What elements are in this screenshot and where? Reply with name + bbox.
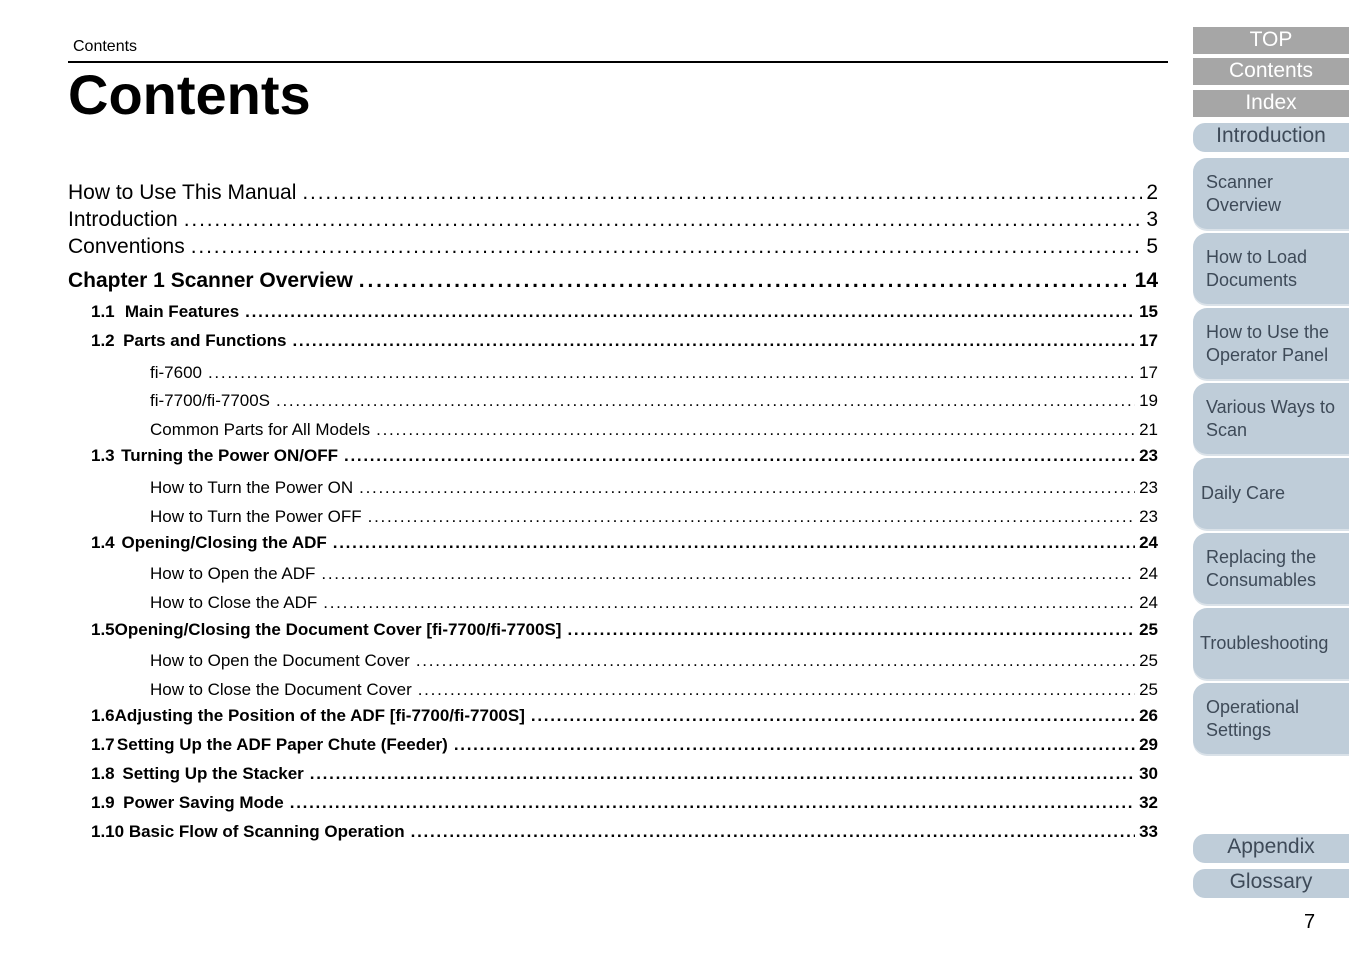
nav-glossary-tab[interactable]: Glossary (1193, 869, 1349, 898)
toc-subentry[interactable]: fi-7600 . . . 17 (68, 363, 1158, 383)
nav-tab-operational-settings[interactable]: Operational Settings (1193, 683, 1349, 754)
nav-introduction-tab[interactable]: Introduction (1193, 123, 1349, 152)
toc-section-entry[interactable]: 1.1 Main Features . . . 15 (68, 302, 1158, 322)
toc-subentry[interactable]: How to Turn the Power ON . . . 23 (68, 478, 1158, 498)
nav-index-button[interactable]: Index (1193, 90, 1349, 117)
nav-tab-various-ways-to-scan[interactable]: Various Ways to Scan (1193, 383, 1349, 454)
toc-section-entry[interactable]: 1.6 Adjusting the Position of the ADF [fi-7700/fi-7700S] . . . 26 (68, 706, 1158, 726)
toc-section-entry[interactable]: 1.4 Opening/Closing the ADF . . . 24 (68, 533, 1158, 553)
toc-subentry[interactable]: Common Parts for All Models . . . 21 (68, 420, 1158, 440)
page-title: Contents (68, 63, 311, 126)
toc-entry[interactable]: How to Use This Manual . . . 2 (68, 181, 1158, 205)
toc-section-entry[interactable]: 1.7 Setting Up the ADF Paper Chute (Feeder) . . . 29 (68, 735, 1158, 755)
toc-section-entry[interactable]: 1.5 Opening/Closing the Document Cover [fi-7700/fi-7700S] . . . 25 (68, 620, 1158, 640)
toc-section-entry[interactable]: 1.2 Parts and Functions . . . 17 (68, 331, 1158, 351)
toc-section-entry[interactable]: 1.8 Setting Up the Stacker . . . 30 (68, 764, 1158, 784)
toc-subentry[interactable]: How to Turn the Power OFF . . . 23 (68, 507, 1158, 527)
toc-section-entry[interactable]: 1.3 Turning the Power ON/OFF . . . 23 (68, 446, 1158, 466)
nav-tab-daily-care[interactable]: Daily Care (1193, 458, 1349, 529)
page-number: 7 (1304, 911, 1316, 933)
nav-tab-operator-panel[interactable]: How to Use the Operator Panel (1193, 308, 1349, 379)
running-head: Contents (73, 38, 138, 55)
toc-entry[interactable]: Introduction . . . 3 (68, 208, 1158, 232)
nav-contents-button[interactable]: Contents (1193, 58, 1349, 85)
toc-subentry[interactable]: How to Open the Document Cover . . . 25 (68, 651, 1158, 671)
nav-tab-replacing-consumables[interactable]: Replacing the Consumables (1193, 533, 1349, 604)
toc-chapter-entry[interactable]: Chapter 1 Scanner Overview . . . 14 (68, 269, 1158, 293)
toc-section-entry[interactable]: 1.10 Basic Flow of Scanning Operation . . . 33 (68, 822, 1158, 842)
nav-top-button[interactable]: TOP (1193, 27, 1349, 54)
toc-subentry[interactable]: fi-7700/fi-7700S . . . 19 (68, 391, 1158, 411)
toc-subentry[interactable]: How to Open the ADF . . . 24 (68, 564, 1158, 584)
toc-section-entry[interactable]: 1.9 Power Saving Mode . . . 32 (68, 793, 1158, 813)
toc-entry[interactable]: Conventions . . . 5 (68, 235, 1158, 259)
nav-tab-scanner-overview[interactable]: Scanner Overview (1193, 158, 1349, 229)
nav-appendix-tab[interactable]: Appendix (1193, 834, 1349, 863)
toc-subentry[interactable]: How to Close the Document Cover . . . 25 (68, 680, 1158, 700)
nav-tab-troubleshooting[interactable]: Troubleshooting (1193, 608, 1349, 679)
toc-subentry[interactable]: How to Close the ADF . . . 24 (68, 593, 1158, 613)
nav-tab-how-to-load-documents[interactable]: How to Load Documents (1193, 233, 1349, 304)
side-navigation (1193, 0, 1350, 954)
